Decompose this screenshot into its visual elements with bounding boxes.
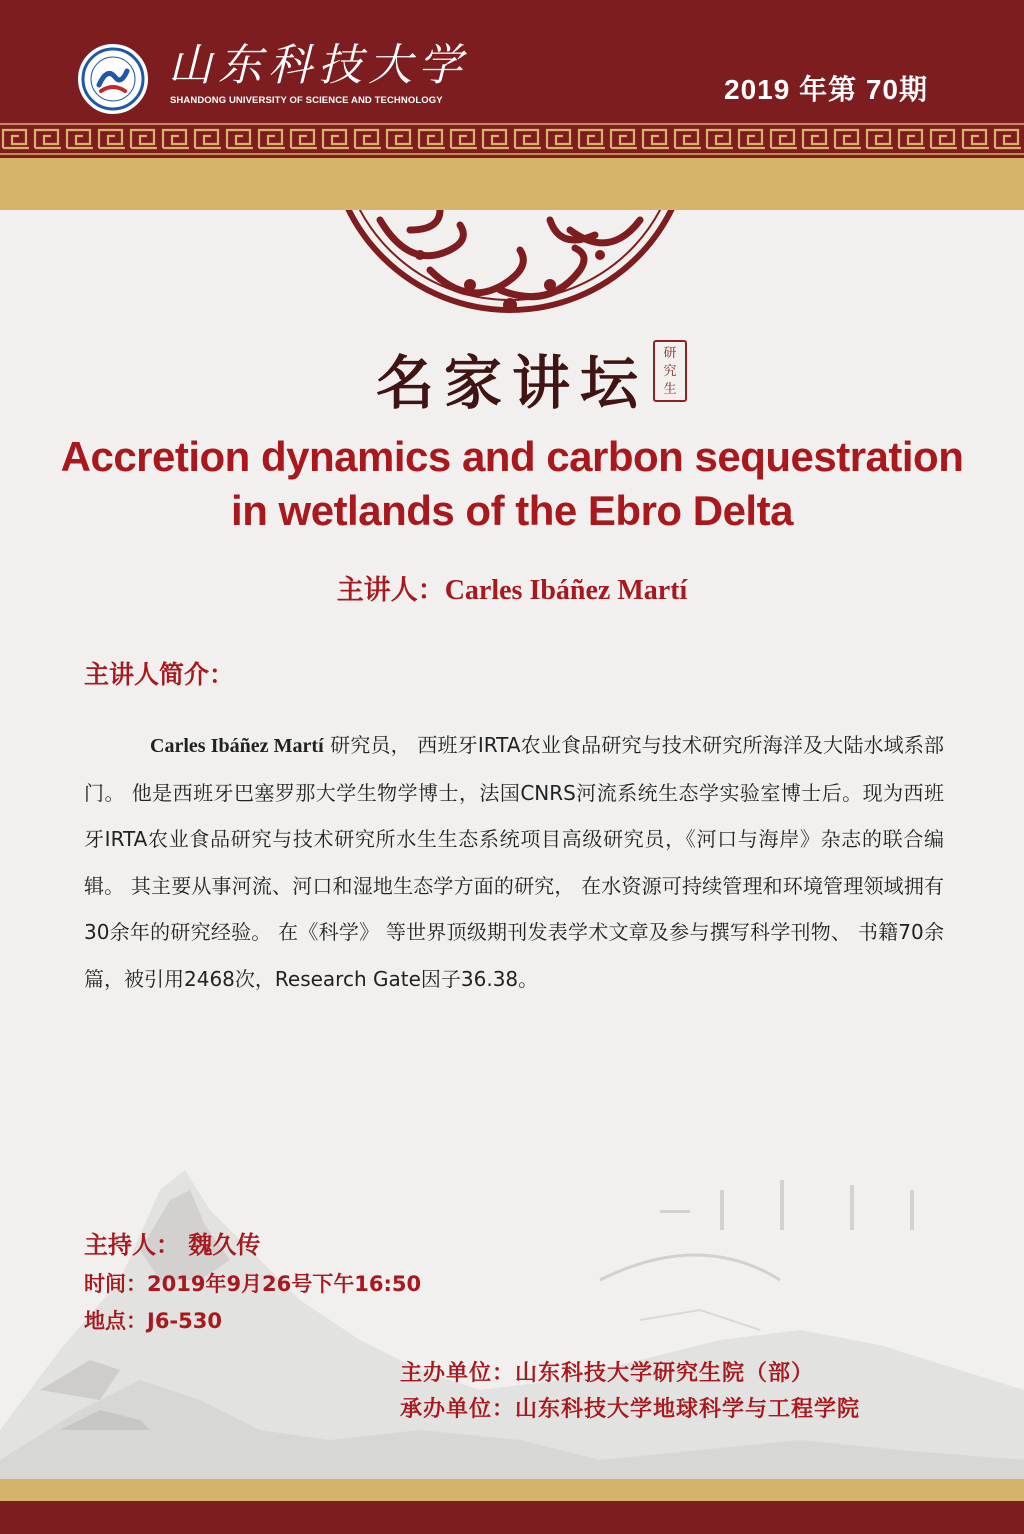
- issue-number: 2019 年第 70期: [724, 74, 928, 105]
- university-name-cn: 山东科技大学: [168, 40, 468, 91]
- bio-name: Carles Ibáñez Martí: [150, 735, 324, 757]
- bio-paragraph: [84, 722, 944, 1002]
- bio-heading: 主讲人简介：: [84, 660, 235, 689]
- header-bar: [0, 0, 1024, 118]
- bio-text: 研究员， 西班牙IRTA农业食品研究与技术研究所海洋及大陆水域系部门。 他是西班牙巴塞罗那大学生物学博士，法国CNRS河流系统生态学实验室博士后。现为西班牙IRTA农业食品研究与技术研究所水生生态系统项目高级研究员，《河口与海岸》杂志的联合编辑。 其主要从事河流、河口和湿地生态学方面的研究， 在水资源可持续管理和环境管理领域拥有30余年的研究经验。 在《科学》 等世界顶级期刊发表学术文章及参与撰写科学刊物、 书籍70余篇，被引用2468次，Research Gate因子36.38。: [84, 733, 944, 991]
- speaker-name: Carles Ibáñez Martí: [444, 575, 688, 606]
- seal-char: 究: [663, 364, 677, 379]
- gold-band: [0, 158, 1024, 210]
- university-logo-icon: [78, 44, 148, 114]
- university-name-en: SHANDONG UNIVERSITY OF SCIENCE AND TECHNOLOGY: [170, 95, 443, 106]
- graduate-school-seal: [653, 340, 687, 402]
- talk-title-line-1: Accretion dynamics and carbon sequestration: [60, 433, 964, 480]
- seal-char: 研: [663, 346, 677, 361]
- talk-title: [40, 430, 984, 538]
- ornament-medallion-icon: [320, 210, 700, 320]
- fret-border: [0, 118, 1024, 158]
- place-line: 地点：J6-530: [84, 1309, 222, 1333]
- talk-title-line-2: in wetlands of the Ebro Delta: [231, 487, 793, 534]
- speaker-line: [0, 568, 1024, 607]
- host-line: 主持人： 魏久传: [84, 1231, 261, 1259]
- seal-char: 生: [663, 382, 677, 397]
- time-line: 时间：2019年9月26号下午16:50: [84, 1272, 422, 1296]
- footer-red-band: [0, 1501, 1024, 1534]
- organizer-line: 主办单位：山东科技大学研究生院（部）: [400, 1361, 815, 1386]
- co-organizer-line: 承办单位：山东科技大学地球科学与工程学院: [400, 1397, 861, 1422]
- footer-gold-band: [0, 1479, 1024, 1501]
- speaker-label: 主讲人：: [336, 575, 445, 606]
- forum-title: 名家讲坛: [375, 349, 648, 417]
